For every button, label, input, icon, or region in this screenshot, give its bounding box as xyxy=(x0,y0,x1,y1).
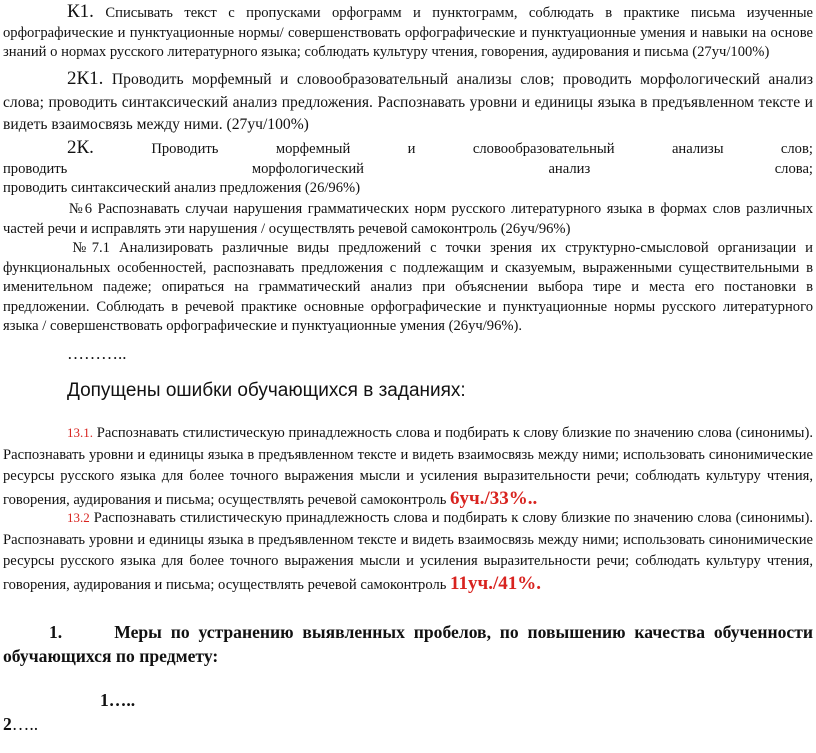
k2k-word: морфемный xyxy=(275,141,351,157)
k1-code: К1. xyxy=(67,1,94,22)
k2k1-text: Проводить морфемный и словообразовательный анализы слов; проводить морфологический анализ слова; проводить синтаксический анализ предложения. Распознавать уровни и единицы языка в предъявленном тексте и видеть взаимосвязь между ними. (27уч/100%) xyxy=(3,71,814,133)
measures-number: 1. xyxy=(49,622,63,642)
n6-paragraph xyxy=(3,200,813,239)
task-13-2-result: 11уч./41%. xyxy=(450,572,541,594)
measures-text: Меры по устранению выявленных пробелов, по повышению качества обученности обучающихся по предмету: xyxy=(3,622,813,666)
k2k-word: и xyxy=(407,141,416,157)
task-13-2-paragraph xyxy=(3,507,813,596)
n6-text: №6 Распознавать случаи нарушения грамматических норм русского литературного языка в формах слов различных частей речи и исправлять эти нарушения / осуществлять речевой самоконтроль (26уч/96%) xyxy=(3,201,813,237)
measures-item-1: 1….. xyxy=(100,690,136,710)
k2k-word: слова; xyxy=(774,160,813,177)
k1-text: Списывать текст с пропусками орфограмм и пунктограмм, соблюдать в практике письма изученные орфографические и пунктуационные нормы/ совершенствовать орфографические и пунктуационные умения и навыки на основе знаний о нормах русского литературного языка; соблюдать культуру чтения, говорения, аудирования и письма (27уч/100%) xyxy=(3,5,813,61)
task-13-2-text: Распознавать стилистическую принадлежность слова и подбирать к слову близкие по значению слова (синонимы). Распознавать уровни и единицы языка в предъявленном тексте и видеть взаимосвязь между ними; использовать синонимические ресурсы русского языка для более точного выражения мысли и усиления выразительности речи; соблюдать культуру чтения, говорения, аудирования и письма; осуществлять речевой самоконтроль xyxy=(3,510,813,593)
measures-heading xyxy=(3,620,813,668)
n71-text: №7.1 Анализировать различные виды предложений с точки зрения их структурно-смысловой организации и функциональных особенностей, распознавать предложения с подлежащим и сказуемым, выраженными существительными в именительном падеже; опираться на грамматический анализ при объяснении выбора тире и места его постановки в предложении. Соблюдать в речевой практике основные орфографические и пунктуационные нормы русского литературного языка / совершенствовать орфографические и пунктуационные умения (26уч/96%). xyxy=(3,240,813,335)
separator-ellipsis: ……….. xyxy=(67,344,127,363)
k2k-word: слов; xyxy=(780,141,813,157)
k2k-word: словообразовательный xyxy=(472,141,615,157)
k2k-line-3: проводить синтаксический анализ предложения (26/96%) xyxy=(3,180,361,197)
k2k-line-2 xyxy=(3,160,813,180)
task-13-1-code: 13.1. xyxy=(67,425,93,440)
n71-paragraph xyxy=(3,239,813,337)
k2k1-code: 2К1. xyxy=(67,68,104,89)
errors-heading: Допущены ошибки обучающихся в заданиях: xyxy=(67,380,466,401)
measures-item-2-rest: ….. xyxy=(11,714,39,734)
k2k-word: анализ xyxy=(548,160,591,177)
k2k-paragraph xyxy=(3,138,813,199)
task-13-1-text: Распознавать стилистическую принадлежность слова и подбирать к слову близкие по значению слова (синонимы). Распознавать уровни и единицы языка в предъявленном тексте и видеть взаимосвязь между ними; использовать синонимические ресурсы русского языка для более точного выражения мысли и усиления выразительности речи; соблюдать культуру чтения, говорения, аудирования и письма; осуществлять речевой самоконтроль xyxy=(3,425,813,508)
k1-paragraph xyxy=(3,2,813,63)
measures-item-2 xyxy=(3,712,203,736)
task-13-1-paragraph xyxy=(3,422,813,511)
k2k-line-1 xyxy=(3,138,813,160)
k2k-word: проводить xyxy=(3,160,68,177)
measures-item-2-number: 2 xyxy=(3,714,12,734)
k2k1-paragraph xyxy=(3,68,813,137)
k2k-code: 2К. xyxy=(67,137,94,158)
task-13-2-code: 13.2 xyxy=(67,510,90,525)
k2k-word: Проводить xyxy=(151,141,219,157)
k2k-word: морфологический xyxy=(251,160,364,177)
task-13-1-result: 6уч./33%.. xyxy=(450,487,538,509)
k2k-word: анализы xyxy=(671,141,724,157)
